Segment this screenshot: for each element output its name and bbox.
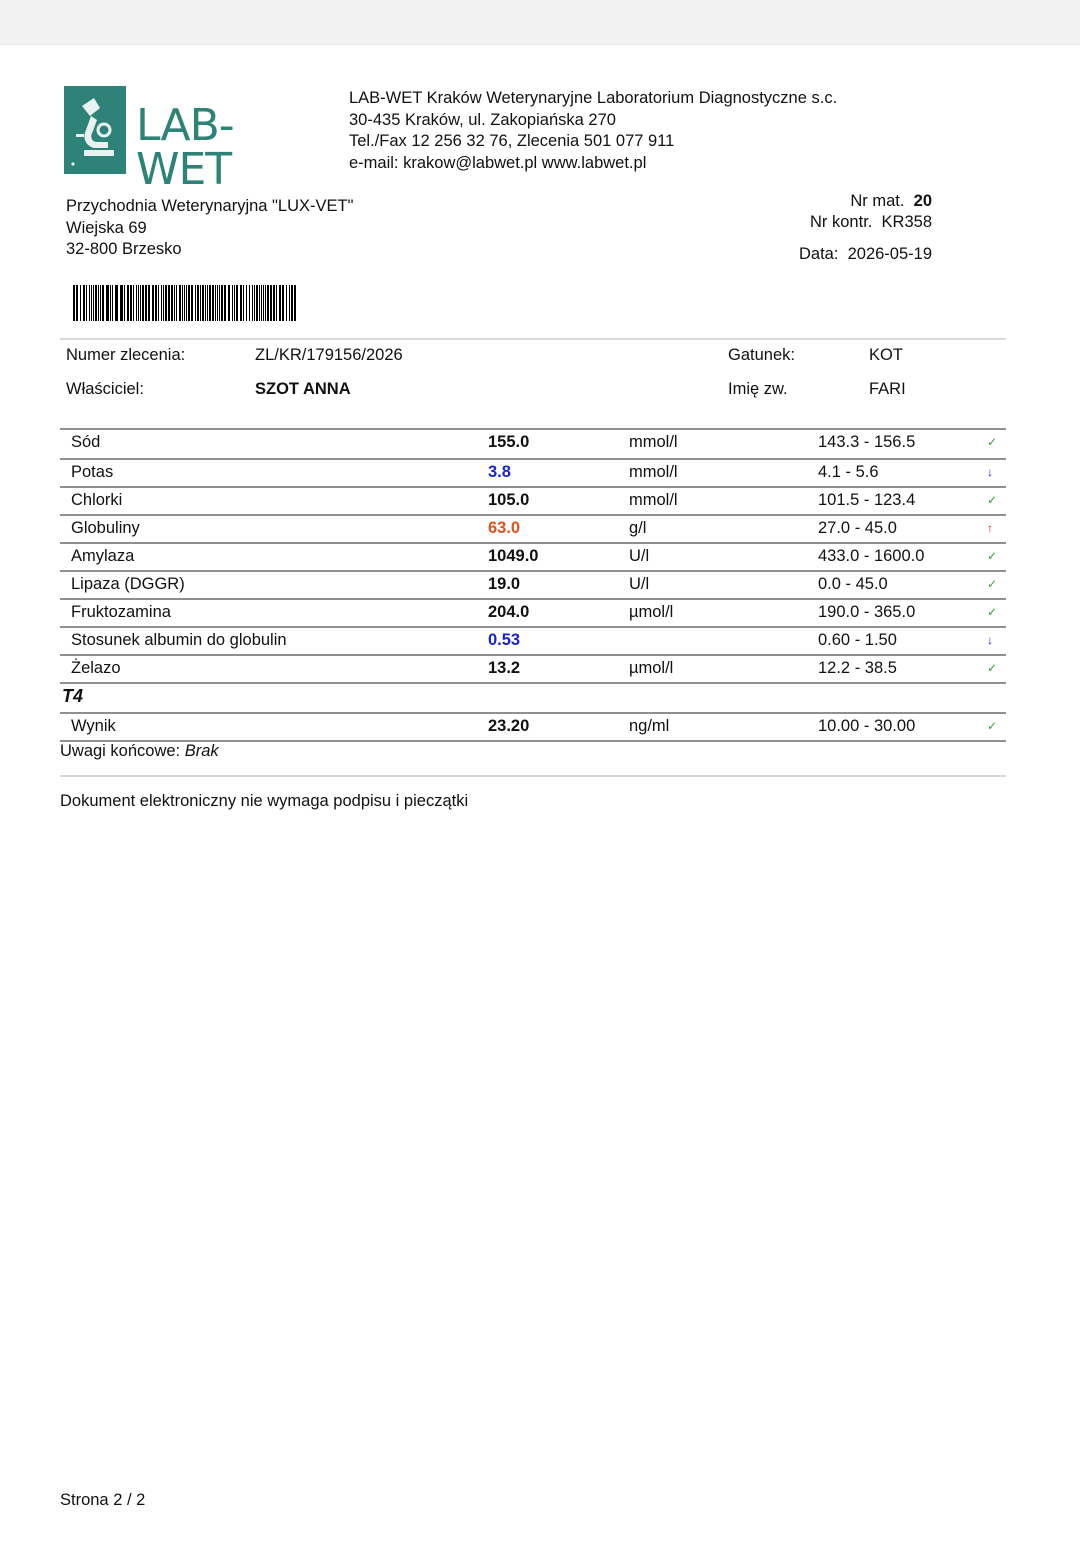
- test-value: 204.0: [488, 603, 530, 621]
- barcode-bar: [73, 285, 75, 321]
- order-number-label: Numer zlecenia:: [66, 346, 186, 364]
- barcode-bar: [152, 285, 154, 321]
- barcode-bar: [184, 285, 185, 321]
- barcode-bar: [95, 285, 97, 321]
- test-value: 155.0: [488, 433, 530, 451]
- test-name: Globuliny: [71, 519, 140, 537]
- barcode-bar: [165, 285, 167, 321]
- electronic-document-notice: Dokument elektroniczny nie wymaga podpisu i pieczątki: [60, 792, 469, 810]
- barcode-bar: [86, 285, 87, 321]
- table-row: [60, 516, 1006, 544]
- remarks-value: Brak: [184, 742, 219, 760]
- lab-phone: Tel./Fax 12 256 32 76, Zlecenia 501 077 911: [349, 132, 675, 151]
- barcode-bar: [145, 285, 147, 321]
- barcode-bar: [200, 285, 201, 321]
- test-value: 1049.0: [488, 547, 539, 565]
- lab-logo: [64, 86, 309, 195]
- barcode-bar: [221, 285, 223, 321]
- table-row: [60, 656, 1006, 684]
- barcode-bar: [267, 285, 269, 321]
- results-body: [60, 428, 1006, 684]
- barcode-bar: [256, 285, 258, 321]
- logo-wordmark: LAB-WET: [136, 100, 234, 195]
- test-range: 0.0 - 45.0: [818, 575, 888, 593]
- species-label: Gatunek:: [728, 346, 795, 364]
- table-row: [60, 428, 1006, 460]
- owner-value: SZOT ANNA: [255, 380, 351, 398]
- microscope-icon: [64, 86, 126, 174]
- barcode-bar: [176, 285, 177, 321]
- barcode-bar: [161, 285, 162, 321]
- test-name: Lipaza (DGGR): [71, 575, 185, 593]
- barcode-bar: [182, 285, 183, 321]
- clinic-city: 32-800 Brzesko: [66, 240, 182, 258]
- barcode-bar: [188, 285, 190, 321]
- test-range: 190.0 - 365.0: [818, 603, 916, 621]
- barcode-bar: [155, 285, 157, 321]
- test-value: 13.2: [488, 659, 521, 677]
- barcode-bar: [124, 285, 125, 321]
- barcode-bar: [294, 285, 296, 321]
- barcode-bar: [207, 285, 208, 321]
- barcode-bar: [234, 285, 235, 321]
- arrow-up-icon: ↑: [987, 521, 993, 535]
- arrow-down-icon: ↓: [987, 465, 993, 479]
- barcode-bar: [252, 285, 253, 321]
- table-row: [60, 488, 1006, 516]
- check-icon: ✓: [987, 435, 998, 449]
- barcode-bar: [265, 285, 266, 321]
- barcode-bar: [127, 285, 129, 321]
- barcode-bar: [276, 285, 277, 321]
- test-unit: mmol/l: [629, 491, 678, 509]
- barcode-bar: [168, 285, 170, 321]
- barcode-bar: [236, 285, 238, 321]
- barcode-bar: [286, 285, 287, 321]
- barcode-bar: [195, 285, 196, 321]
- barcode-bar: [91, 285, 92, 321]
- test-unit: µmol/l: [629, 603, 674, 621]
- barcode-bar: [270, 285, 272, 321]
- barcode-bar: [142, 285, 144, 321]
- results-table: [60, 428, 1006, 742]
- test-range: 4.1 - 5.6: [818, 463, 879, 481]
- test-unit: mmol/l: [629, 433, 678, 451]
- barcode-bar: [120, 285, 123, 321]
- test-range: 12.2 - 38.5: [818, 659, 897, 677]
- lab-header: [349, 88, 837, 175]
- barcode-bar: [112, 285, 113, 321]
- animal-name-label: Imię zw.: [728, 380, 788, 398]
- barcode-bar: [209, 285, 211, 321]
- check-icon: ✓: [987, 493, 998, 507]
- check-icon: ✓: [987, 549, 998, 563]
- check-icon: ✓: [987, 605, 998, 619]
- barcode: [73, 285, 296, 321]
- animal-name-value: FARI: [869, 380, 906, 398]
- barcode-bar: [100, 285, 101, 321]
- barcode-bar: [219, 285, 220, 321]
- table-row: [60, 460, 1006, 488]
- table-row: [60, 628, 1006, 656]
- test-value: 19.0: [488, 575, 521, 593]
- barcode-bar: [106, 285, 109, 321]
- barcode-bar: [289, 285, 290, 321]
- test-value: 0.53: [488, 631, 521, 649]
- test-range: 433.0 - 1600.0: [818, 547, 925, 565]
- owner-label: Właściciel:: [66, 380, 144, 398]
- remarks: [60, 742, 219, 761]
- clinic-street: Wiejska 69: [66, 218, 147, 237]
- test-unit: ng/ml: [629, 717, 670, 735]
- clinic-name: Przychodnia Weterynaryjna "LUX-VET": [66, 197, 354, 215]
- t4-section-title: T4: [62, 686, 84, 706]
- barcode-bar: [259, 285, 260, 321]
- barcode-bar: [110, 285, 111, 321]
- barcode-bar: [130, 285, 132, 321]
- barcode-bar: [136, 285, 137, 321]
- barcode-bar: [140, 285, 141, 321]
- test-value: 63.0: [488, 519, 521, 537]
- barcode-bar: [202, 285, 204, 321]
- barcode-bar: [273, 285, 275, 321]
- barcode-bar: [212, 285, 214, 321]
- barcode-bar: [148, 285, 150, 321]
- test-range: 0.60 - 1.50: [818, 631, 897, 649]
- check-icon: ✓: [987, 719, 998, 733]
- barcode-bar: [179, 285, 181, 321]
- barcode-bar: [263, 285, 264, 321]
- barcode-bar: [163, 285, 164, 321]
- viewer-top-bar: [0, 0, 1080, 44]
- barcode-bar: [89, 285, 90, 321]
- barcode-bar: [282, 285, 284, 321]
- test-name: Wynik: [71, 717, 116, 735]
- barcode-bar: [279, 285, 281, 321]
- test-name: Stosunek albumin do globulin: [71, 631, 287, 649]
- barcode-bar: [186, 285, 187, 321]
- barcode-bar: [261, 285, 262, 321]
- barcode-bar: [133, 285, 134, 321]
- test-name: Potas: [71, 463, 114, 481]
- barcode-bar: [138, 285, 139, 321]
- viewer-top-divider: [0, 44, 1080, 45]
- barcode-bar: [224, 285, 226, 321]
- test-range: 10.00 - 30.00: [818, 717, 916, 735]
- barcode-bar: [174, 285, 175, 321]
- barcode-bar: [197, 285, 199, 321]
- barcode-bar: [249, 285, 250, 321]
- test-range: 27.0 - 45.0: [818, 519, 897, 537]
- document-date: Data: 2026-05-19: [798, 245, 932, 263]
- species-value: KOT: [869, 346, 903, 364]
- barcode-bar: [171, 285, 173, 321]
- test-value: 3.8: [488, 463, 511, 481]
- table-row: [60, 572, 1006, 600]
- test-unit: g/l: [629, 519, 647, 537]
- test-value: 105.0: [488, 491, 530, 509]
- control-number: Nr kontr. KR358: [810, 213, 932, 231]
- barcode-bar: [291, 285, 293, 321]
- test-name: Sód: [71, 433, 101, 451]
- table-row: [60, 544, 1006, 572]
- barcode-bar: [102, 285, 104, 321]
- barcode-bar: [232, 285, 233, 321]
- test-name: Amylaza: [71, 547, 135, 565]
- check-icon: ✓: [987, 661, 998, 675]
- arrow-down-icon: ↓: [987, 633, 993, 647]
- barcode-bar: [228, 285, 230, 321]
- clinic-address: [66, 196, 353, 261]
- t4-section-header: [60, 684, 1006, 714]
- page-number: Strona 2 / 2: [60, 1491, 146, 1509]
- test-value: 23.20: [488, 717, 530, 735]
- barcode-bar: [158, 285, 159, 321]
- table-row: [60, 714, 1006, 742]
- table-row: [60, 600, 1006, 628]
- test-name: Żelazo: [71, 659, 121, 677]
- test-range: 101.5 - 123.4: [818, 491, 916, 509]
- test-name: Chlorki: [71, 491, 123, 509]
- barcode-bar: [93, 285, 94, 321]
- divider: [60, 775, 1006, 777]
- test-name: Fruktozamina: [71, 603, 171, 621]
- remarks-label: Uwagi końcowe:: [60, 742, 181, 760]
- test-unit: U/l: [629, 547, 650, 565]
- barcode-bar: [115, 285, 118, 321]
- barcode-bar: [76, 285, 78, 321]
- lab-email: e-mail: krakow@labwet.pl www.labwet.pl: [349, 154, 647, 173]
- barcode-bar: [246, 285, 247, 321]
- divider: [60, 338, 1006, 340]
- test-unit: µmol/l: [629, 659, 674, 677]
- barcode-bar: [217, 285, 218, 321]
- lab-address: 30-435 Kraków, ul. Zakopiańska 270: [349, 110, 616, 129]
- barcode-bar: [254, 285, 255, 321]
- barcode-bar: [240, 285, 242, 321]
- test-range: 143.3 - 156.5: [818, 433, 916, 451]
- lab-name: LAB-WET Kraków Weterynaryjne Laboratorium Diagnostyczne s.c.: [349, 89, 838, 107]
- barcode-bar: [191, 285, 193, 321]
- barcode-bar: [215, 285, 216, 321]
- material-number: Nr mat. 20: [850, 192, 932, 210]
- test-unit: U/l: [629, 575, 650, 593]
- document-meta: [799, 192, 932, 266]
- barcode-bar: [243, 285, 244, 321]
- barcode-bar: [80, 285, 81, 321]
- barcode-bar: [83, 285, 85, 321]
- order-number-value: ZL/KR/179156/2026: [255, 346, 403, 364]
- test-unit: mmol/l: [629, 463, 678, 481]
- barcode-bar: [205, 285, 206, 321]
- check-icon: ✓: [987, 577, 998, 591]
- barcode-bar: [98, 285, 99, 321]
